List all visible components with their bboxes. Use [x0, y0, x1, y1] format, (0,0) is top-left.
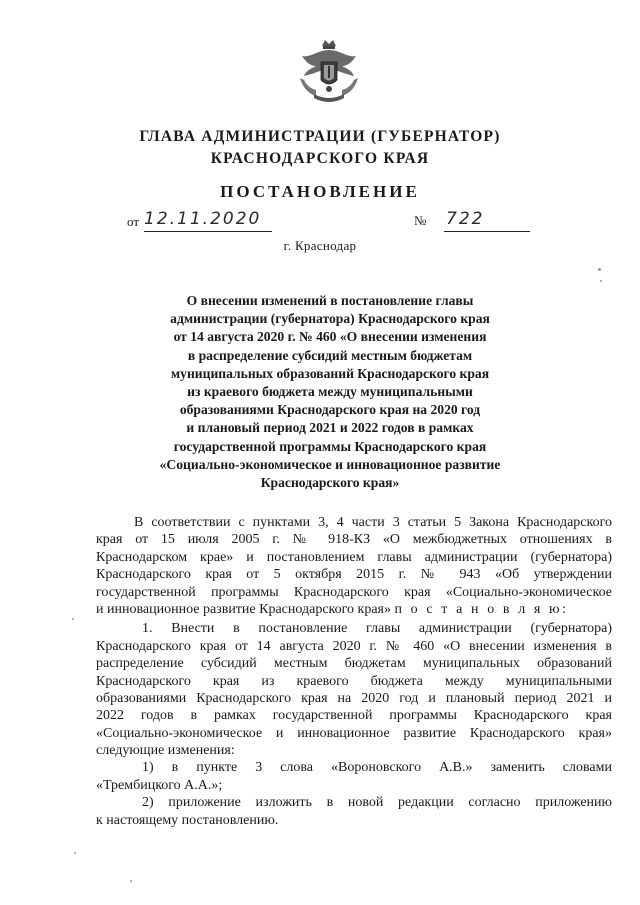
body-line: Краснодарского края из краевого бюджета между муниципальными	[96, 673, 612, 689]
title-line: муниципальных образований Краснодарского края	[170, 365, 490, 381]
authority-title-line1: ГЛАВА АДМИНИСТРАЦИИ (ГУБЕРНАТОР)	[139, 128, 501, 145]
authority-title-line2: КРАСНОДАРСКОГО КРАЯ	[210, 150, 430, 167]
body-line: образованиями Краснодарского края на 2020 год и плановый период 2021 и	[96, 690, 612, 706]
scan-speck	[74, 852, 76, 854]
title-line: О внесении изменений в постановление главы	[186, 293, 474, 308]
document-type: ПОСТАНОВЛЕНИЕ	[220, 182, 420, 201]
title-line: от 14 августа 2020 г. № 460 «О внесении изменения	[173, 329, 487, 345]
body-line: следующие изменения:	[96, 743, 235, 759]
title-line: образованиями Краснодарского края на 2020 год	[179, 402, 481, 418]
title-line: Краснодарского края»	[260, 475, 400, 491]
date-prefix: от	[127, 214, 140, 229]
scan-speck	[72, 618, 74, 620]
body-line: 1. Внести в постановление главы администрации (губернатора)	[142, 621, 612, 637]
decree-word: п о с т а н о в л я ю:	[394, 601, 569, 617]
title-line: в распределение субсидий местным бюджетам	[187, 347, 473, 363]
title-line: и плановый период 2021 и 2022 годов в рамках	[186, 420, 474, 436]
title-line: из краевого бюджета между муниципальными	[187, 384, 473, 400]
body-line: распределение субсидий местным бюджетам муниципальных образований	[96, 656, 612, 672]
body-line: «Социально-экономическое и инновационное развитие Краснодарского края»	[96, 725, 612, 741]
body-line: 2) приложение изложить в новой редакции согласно приложению	[142, 795, 612, 811]
body-line-text: и инновационное развитие Краснодарского края»	[96, 601, 391, 617]
body-line: к настоящему постановлению.	[96, 812, 279, 828]
title-line: государственной программы Краснодарского края	[173, 438, 487, 454]
body-line: Краснодарского края от 5 октября 2015 г. № 943 «Об утверждении	[96, 567, 612, 583]
body-line: края от 15 июля 2005 г. № 918-КЗ «О межбюджетных отношениях в	[96, 532, 612, 548]
decree-body	[96, 514, 612, 829]
krasnodar-coat-of-arms-icon	[296, 38, 362, 106]
item-1-paragraph	[96, 759, 612, 794]
city: г. Краснодар	[283, 238, 357, 253]
date-number-row	[0, 209, 640, 235]
scan-speck	[598, 268, 601, 271]
handwritten-number: 722	[446, 209, 485, 229]
title-line: «Социально-экономическое и инновационное развитие	[159, 456, 501, 472]
body-line: Краснодарском крае» и постановлением главы администрации (губернатора)	[96, 549, 612, 565]
item-2-paragraph	[96, 794, 612, 829]
preamble-paragraph	[96, 514, 612, 618]
title-line: администрации (губернатора) Краснодарского края	[170, 311, 490, 327]
body-line: «Трембицкого А.А.»;	[96, 777, 223, 793]
scan-speck	[130, 880, 132, 882]
number-underline	[444, 231, 530, 232]
body-line: 1) в пункте 3 слова «Вороновского А.В.» заменить словами	[142, 760, 612, 776]
body-line: государственной программы Краснодарского края «Социально-экономическое	[96, 584, 612, 600]
decree-title	[140, 292, 520, 492]
body-line: 2022 годов в рамках государственной программы Краснодарского края	[96, 708, 612, 724]
clause-1-paragraph	[96, 620, 612, 759]
body-line	[96, 601, 612, 618]
scan-speck	[600, 280, 602, 282]
body-line: Краснодарского края от 14 августа 2020 г. № 460 «О внесении изменения в	[96, 638, 612, 654]
body-line: В соответствии с пунктами 3, 4 части 3 статьи 5 Закона Краснодарского	[134, 515, 612, 530]
date-underline	[144, 231, 272, 232]
handwritten-date: 12.11.2020	[144, 209, 262, 229]
number-prefix: №	[414, 213, 427, 228]
